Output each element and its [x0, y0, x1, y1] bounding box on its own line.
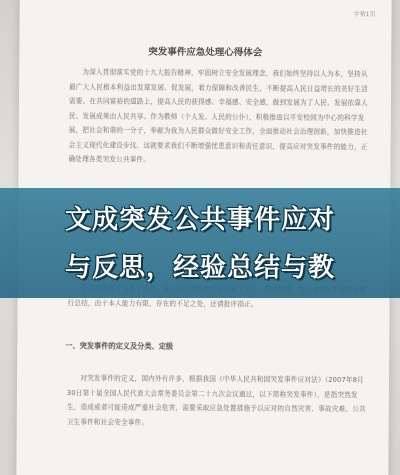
headline-line-2: 与反思，经验总结与教 — [64, 253, 335, 283]
document-paragraph-3: 对突发事件的定义，国内外有许多，根据我国《中华人民共和国突发事件应对法》（2007年8月30日第十届全国人民代表大会常务委员会第二十九次会议通过，以下简称突发事件），是指突然发生，造成或者可能造成严重社会危害，需要采取应急处置措施予以应对的自然灾害、事故灾难、公共卫生事件和社会安全事件。 — [66, 374, 366, 427]
page-corner-note: 字第1页 — [353, 11, 376, 19]
section-heading: 一、突发事件的定义及分类、定级 — [65, 341, 174, 351]
headline-line-1: 文成突发公共事件应对 — [64, 205, 335, 235]
document-paragraph-1: 为深入贯彻落实党的十九大报告精神，牢固树立安全发展理念，我们始终坚持以人为本，坚持从最广大人民根本利益出发谋发展、促发展，着力保障和改善民生，不断提高人民日益增长的美好生活需要。在共同富裕的道路上，提高人民的获得感、幸福感、安全感，做到发展为了人民、发展依靠人民、发展成果由人民共享。作为教师（个人发、人民的公仆），积极推进以平安校园为中心的科学发展，把社会和谐的一分子，奉献为我为人民群众做好安全工作，全面推动社会治理创新，加快推进社会主义现代化建设步伐。这就要求我们不断增强忧患意识和责任意识，提高应对突发事件的能力，正确处理各类突发公共事件。 — [68, 68, 369, 164]
document-paragraph-2: 学习的内容分为多个部分，在工作之余我也主动开展了学习，积极思考，结合本地区实际情况进行总结，由于本人能力有限，存在的不足之处，还请批评指正。 — [67, 298, 258, 308]
document-title: 突发事件应急处理心得体会 — [148, 46, 263, 59]
